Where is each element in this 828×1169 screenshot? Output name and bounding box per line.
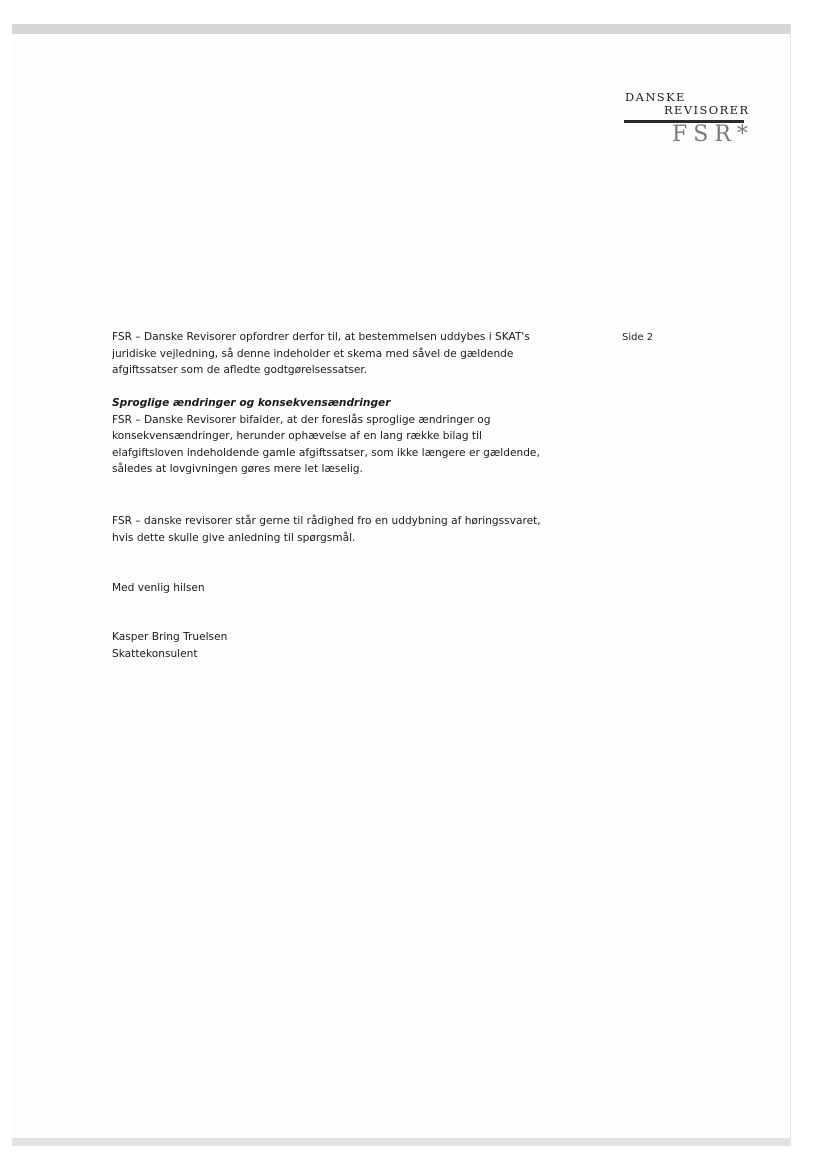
text-line: konsekvensændringer, herunder ophævelse af en lang række bilag til <box>112 430 482 443</box>
section-heading: Sproglige ændringer og konsekvensændringer <box>112 397 391 409</box>
text-line: hvis dette skulle give anledning til spørgsmål. <box>112 531 356 544</box>
fsr-logo <box>624 90 754 147</box>
logo-text-danske: DANSKE <box>625 90 686 104</box>
signature-block <box>112 629 602 662</box>
text-line: FSR – Danske Revisorer bifalder, at der foreslås sproglige ændringer og <box>112 413 491 426</box>
text-line: afgiftssatser som de afledte godtgørelsessatser. <box>112 364 368 377</box>
text-line: elafgiftsloven indeholdende gamle afgiftssatser, som ikke længere er gældende, <box>112 446 540 459</box>
paragraph-recommendation <box>112 329 602 379</box>
signature-title: Skattekonsulent <box>112 647 198 660</box>
signature-name: Kasper Bring Truelsen <box>112 631 228 643</box>
logo-text-revisorer: REVISORER <box>664 103 750 117</box>
paragraph-availability <box>112 513 602 546</box>
paragraph-linguistic-changes <box>112 395 602 478</box>
text-line: juridiske vejledning, så denne indeholder et skema med såvel de gældende <box>112 347 514 360</box>
text-line: FSR – danske revisorer står gerne til rådighed fro en uddybning af høringssvaret, <box>112 515 541 527</box>
closing-greeting <box>112 580 602 597</box>
page-number-label: Side 2 <box>622 332 654 343</box>
text-line: FSR – Danske Revisorer opfordrer derfor til, at bestemmelsen uddybes i SKAT's <box>112 331 530 343</box>
logo-mark-fsr: FSR* <box>672 122 754 147</box>
closing-text: Med venlig hilsen <box>112 582 205 594</box>
text-line: således at lovgivningen gøres mere let læselig. <box>112 463 363 476</box>
